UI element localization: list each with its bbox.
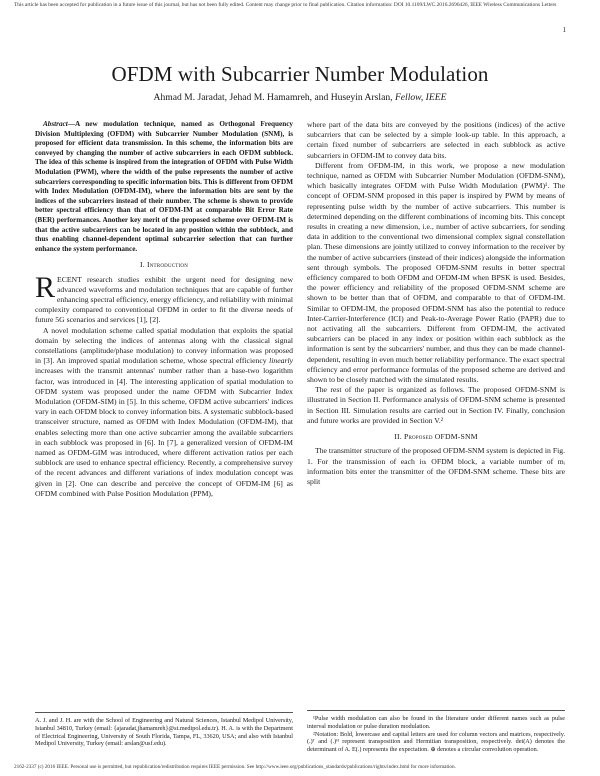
continued-paragraph: where part of the data bits are conveyed by the positions (indices) of the active subcarriers that can be selected by a simple look-up table. In this approach, a certain fixed number of subcarriers are selected in each subblock as active subcarriers in OFDM-IM to convey data bits. xyxy=(307,120,565,160)
intro-paragraph-1-text: ECENT research studies exhibit the urgent need for designing new advanced waveforms and modulation techniques that are capable of further enhancing spectral efficiency, energy efficiency, and reliability with minimal complexity compared to conventional OFDM in order to fit the diverse needs of future 5G scenarios and services [1], [2]. xyxy=(35,274,293,325)
intro-paragraph-2-part-b: increases with the transmit antennas' number rather than a base-two logarithm factor, was introduced in [4]. The interesting application of spatial modulation to OFDM system was proposed under the name OFDM with Subcarrier Index Modulation (OFDM-SIM) in [5]. In this scheme, OFDM active subcarriers' indices vary in each OFDM block to convey information bits. A systematic subblock-based transceiver structure, named as OFDM with Index Modulation (OFDM-IM), that enables selecting more than one active subcarrier among the available subcarriers in each subblock was proposed in [6]. In [7], a generalized version of OFDM-IM named as OFDM-GIM was introduced, where different activation ratios per each subblock are used to enhance spectral efficiency. Recently, a comprehensive survey of the recent advances and different variations of index modulation concept was given in [2]. One can describe and perceive the concept of OFDM-IM [6] as OFDM combined with Pulse Position Modulation (PPM), xyxy=(35,366,293,498)
paragraph-proposal: Different from OFDM-IM, in this work, we propose a new modulation technique, named as OFDM with Subcarrier Number Modulation (OFDM-SNM), which basically integrates OFDM with Pulse Width Modulation (PWM)¹. The concept of OFDM-SNM proposed in this paper is inspired by PWM by means of representing pulse width by the number of active subcarriers. This number is determined depending on the different combinations of incoming bits. This concept results in creating a new dimension, i.e., number of active subcarriers, for sending data in addition to the conventional two dimensional complex signal constellation plan. These dimensions are jointly utilized to convey information to the receiver by the number of active subcarriers (instead of their indices) alongside the information sent through symbols. The proposed OFDM-SNM results in better spectral efficiency compared to both OFDM and OFDM-IM when BPSK is used. Besides, the power efficiency and reliability of the proposed OFDM-SNM scheme are shown to be better than that of OFDM, and comparable to that of OFDM-IM. Similar to OFDM-IM, the proposed OFDM-SNM has also the potential to reduce Inter-Carrier-Interference (ICI) and Peak-to-Average Power Ratio (PAPR) due to not activating all the subcarriers. Different from OFDM-IM, the activated subcarriers can be placed in any index or position within each subblock as the information is sent by the subcarriers' number, and thus they can be made channel-dependent, resulting in even much better reliability performance. The exact spectral efficiency and error performance formulas of the proposed scheme are derived and shown to be closely matched with the simulated results. xyxy=(307,160,565,385)
paragraph-transmitter: The transmitter structure of the proposed OFDM-SNM system is depicted in Fig. 1. For the transmission of each iₜₕ OFDM block, a variable number of mᵢ information bits enter the transmitter of the OFDM-SNM scheme. These bits are split xyxy=(307,446,565,486)
intro-paragraph-2 xyxy=(35,326,293,499)
section-heading-proposed xyxy=(307,432,565,442)
paper-title: OFDM with Subcarrier Number Modulation xyxy=(111,62,489,86)
footnote-1: ¹Pulse width modulation can also be found in the literature under different names such as pulse interval modulation or pulse duration modulation. xyxy=(307,715,565,730)
section-title: Introduction xyxy=(146,260,189,270)
emphasis-linearly: linearly xyxy=(269,356,294,366)
page-number: 1 xyxy=(562,26,566,34)
abstract-text: —A new modulation technique, named as Orthogonal Frequency Division Multiplexing (OFDM) with Subcarrier Number Modulation (SNM), is proposed for efficient data transmission. In this scheme, the information bits are conveyed by changing the number of active subcarriers in each OFDM subblock. The idea of this scheme is inspired from the integration of OFDM with Pulse Width Modulation (PWM), where the width of the pulse represents the number of active subcarriers corresponding to specific information bits. This is different from OFDM with Index Modulation (OFDM-IM), where the information bits are sent by the indices of the subcarriers instead of their number. The scheme is shown to provide better spectral efficiency than that of OFDM-IM at comparable Bit Error Rate (BER) performances. Another key merit of the proposed scheme over OFDM-IM is that the active subcarriers can be located in any position within the subblock, and thus enabling channel-dependent optimal subcarrier selection that can further enhance the system performance. xyxy=(35,120,293,253)
copyright-line: 2162-2337 (c) 2016 IEEE. Personal use is permitted, but republication/redistribution requires IEEE permission. See http://www.ieee.org/publications_standards/publications/rights/index.html for more information. xyxy=(14,764,456,770)
section-number: I. xyxy=(139,260,145,270)
right-column xyxy=(307,120,565,487)
paragraph-organization: The rest of the paper is organized as follows. The proposed OFDM-SNM is illustrated in Section II. Performance analysis of OFDM-SNM scheme is presented in Section III. Simulation results are carried out in Section IV. Finally, conclusion and future works are provided in Section V.² xyxy=(307,385,565,425)
author-line xyxy=(0,92,600,103)
footnotes xyxy=(307,710,565,754)
fellow-designation: Fellow, IEEE xyxy=(394,92,447,103)
intro-paragraph-2-part-a: A novel modulation scheme called spatial modulation that exploits the spatial domain by selecting the indices of antennas along with the classical signal constellations (amplitude/phase modulation) to convey information was proposed in [3]. An improved spatial modulation scheme, whose spectral efficiency xyxy=(35,325,293,366)
authors: Ahmad M. Jaradat, Jehad M. Hamamreh, and Huseyin Arslan, xyxy=(153,92,393,103)
journal-banner: This article has been accepted for publication in a future issue of this journal, but has not been fully edited. Content may change prior to final publication. Citation information: DOI 10.1109/LWC.2016.2696426, IEEE Wireless Communications Letters xyxy=(14,2,557,8)
author-affiliation-footnote: A. J. and J. H. are with the School of Engineering and Natural Sciences, Istanbul Medipol University, Istanbul 34810, Turkey (email: {ajaradat,jhamamreh}@st.medipol.edu.tr). H. A. is with the Department of Electrical Engineering, University of South Florida, Tampa, FL, 33620, USA; and also with Istanbul Medipol University, Turkey (email: arslan@usf.edu). xyxy=(35,712,293,748)
drop-cap: R xyxy=(35,270,56,304)
abstract-label: Abstract xyxy=(43,120,68,128)
intro-paragraph-1 xyxy=(35,270,293,326)
section-title: Proposed OFDM-SNM xyxy=(403,432,478,442)
section-heading-introduction xyxy=(35,260,293,270)
footnote-2: ²Notation: Bold, lowercase and capital letters are used for column vectors and matrices, respectively. (.)ᵀ and (.)ᴴ represent transposition and Hermitian transposition, respectively. det(A) denotes the determinant of A. E(.) represents the expectation. ⊕ denotes a circular convolution operation. xyxy=(307,730,565,754)
abstract xyxy=(35,120,293,254)
left-column xyxy=(35,120,293,499)
section-number: II. xyxy=(394,432,402,442)
